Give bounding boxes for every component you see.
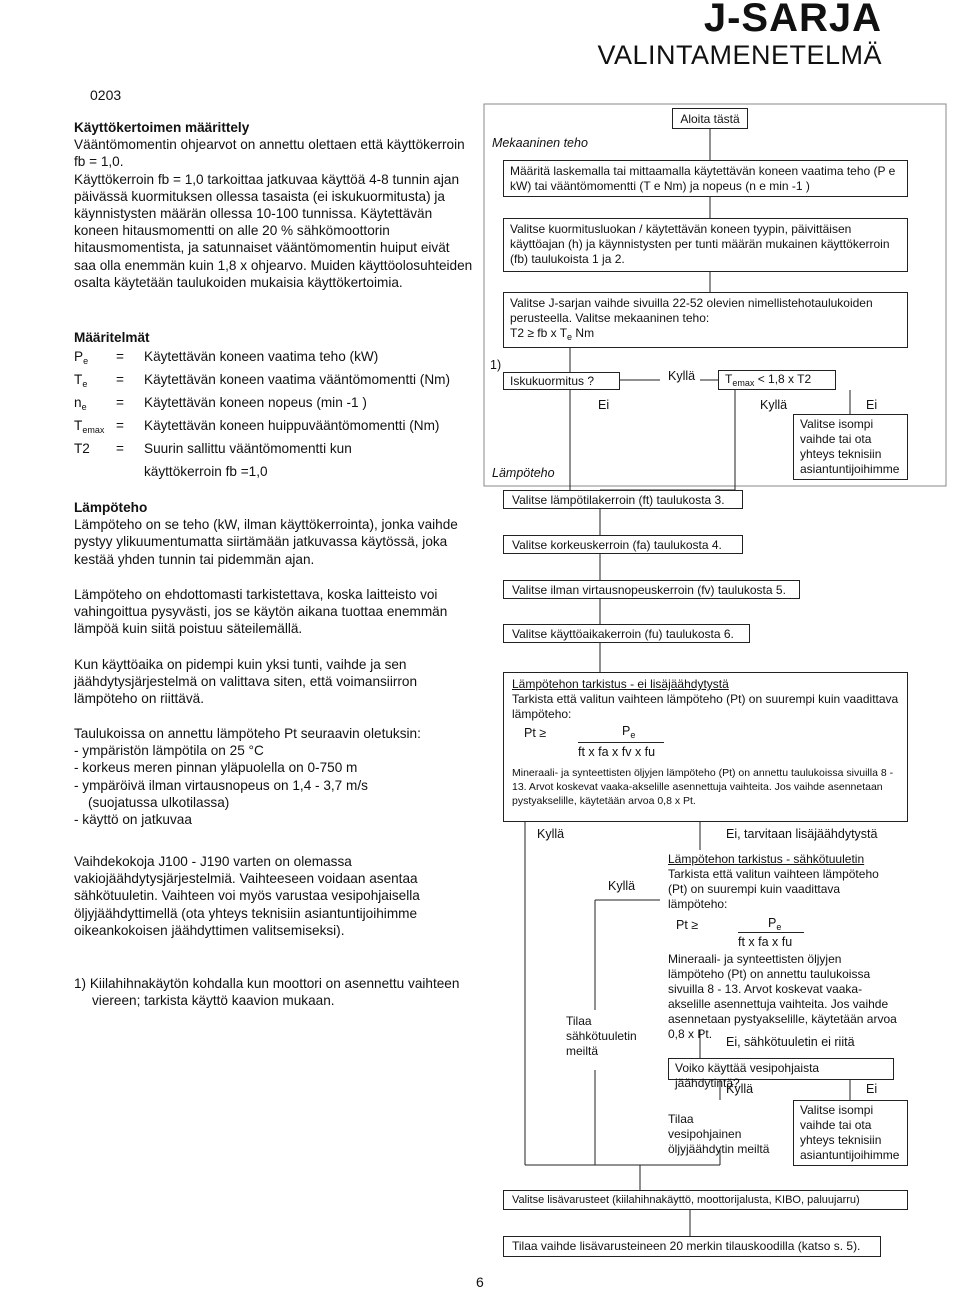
heat-paragraph-1: Lämpöteho on se teho (kW, ilman käyttökerrointa), jonka vaihde pystyy ylikuumentumatta siirtämään jatkuvassa käytössä, joka kestää yhden tunnin tai pidemmän ajan. [74,517,458,567]
step-ft: Valitse lämpötilakerroin (ft) taulukosta 3. [503,490,743,509]
decision-temax: $T_{emax} < 1,8$ x T2 [718,370,836,390]
step-fv: Valitse ilman virtausnopeuskerroin (fv) taulukosta 5. [503,580,800,599]
formula-t2: T2 ≥ fb x $T_e$ Nm [510,326,595,342]
decision-water-cooler: Voiko käyttää vesipohjaista jäähdytintä? [668,1058,894,1080]
definition-continuation: käyttökerroin fb =1,0 [144,464,268,479]
check-no-cooling [503,672,908,822]
step-order-fan: Tilaa sähkötuuletin meiltä [560,1010,642,1070]
step-fu: Valitse käyttöaikakerroin (fu) taulukosta 6. [503,624,750,643]
step-service-factor: Valitse kuormitusluokan / käytettävän koneen tyypin, päivittäisen käyttöajan (h) ja käynnistysten per tunti määrän mukainen käyttökerroin (fb) taulukoista 1 ja 2. [503,218,908,272]
page-title: VALINTAMENETELMÄ [597,40,882,70]
step-determine-power: Määritä laskemalla tai mittaamalla käytettävän koneen vaatima teho (P e kW) tai vääntömomentti (T e Nm) ja nopeus (n e min -1 ) [503,160,908,197]
check-no-cooling-title: Lämpötehon tarkistus - ei lisäjäähdytystä [512,677,729,691]
label-yes: Kyllä [726,1082,754,1096]
service-factor-intro: Vääntömomentin ohjearvot on annettu olettaen että käyttökerroin fb = 1,0. [74,137,465,170]
step-order: Tilaa vaihde lisävarusteineen 20 merkin tilauskoodilla (katso s. 5). [503,1236,881,1257]
label-no-fan-insufficient: Ei, sähkötuuletin ei riitä [726,1035,855,1049]
heat-paragraph-4: Taulukoissa on annettu lämpöteho Pt seuraavin oletuksin: [74,726,421,741]
step-fa: Valitse korkeuskerroin (fa) taulukosta 4. [503,535,743,554]
step-select-gearbox [503,292,908,348]
list-item: - ympäristön lämpötila on 25 °C [74,743,264,759]
check-electric-fan-title: Lämpötehon tarkistus - sähkötuuletin [668,852,865,866]
heat-paragraph-5: Vaihdekokoja J100 - J190 varten on olemassa vakiojäähdytysjärjestelmiä. Vaihteeseen voidaan asentaa sähkötuuletin. Vaihteen voi myös varustaa vesipohjaisella öljyjäähdyttimellä (ota yhteys teknisiin asiantuntijoihimme oikeankokoisen jäähdyttimen valitsemiseksi). [74,854,420,938]
check-electric-fan [660,850,908,1041]
page-number: 6 [476,1274,484,1290]
list-item: (suojatussa ulkotilassa) [88,794,230,810]
label-yes: Kyllä [760,398,788,412]
decision-shock-load: Iskukuormitus ? [503,372,620,390]
heat-paragraph-2: Lämpöteho on ehdottomasti tarkistettava, koska laitteisto voi vahingoittua pysyvästi, jos se käytön aikana tuottaa enemmän lämpöä kuin siitä poistuu säteilemällä. [74,587,448,637]
doc-code: 0203 [90,87,122,103]
label-no: Ei [598,398,610,412]
heat-power-label: Lämpöteho [492,466,555,480]
heat-heading: Lämpöteho [74,500,148,515]
step-expert-1: Valitse isompi vaihde tai ota yhteys teknisiin asiantuntijoihimme [793,414,908,480]
check-no-cooling-text: Tarkista että valitun vaihteen lämpöteho (Pt) on suurempi kuin vaadittava lämpöteho: [512,692,899,721]
series-title: J-SARJA [703,0,882,40]
footnote-marker: 1) [490,358,502,372]
formula-pt-1: Pt ≥ $P_e$ ft x fa x fv x fu [512,722,899,766]
list-item: - ympäröivä ilman virtausnopeus on 1,4 - 3,7 m/s [74,777,368,793]
definitions-heading: Määritelmät [74,330,150,345]
check-electric-fan-note: Mineraali- ja synteettisten öljyjen lämpöteho (Pt) on annettu taulukoissa sivuilla 8 - 13. Arvot koskevat vaaka-akselille asennettuja vaihteita. Jos vaihde asennetaan pystyakselille, käytetään arvoa 0,8 x Pt. [668,952,897,1041]
step-accessories: Valitse lisävarusteet (kiilahihnakäyttö, moottorijalusta, KIBO, paluujarru) [503,1190,908,1210]
label-yes: Kyllä [537,827,565,841]
formula-pt-2: Pt ≥ $P_e$ ft x fa x fu [668,912,900,952]
heat-paragraph-3: Kun käyttöaika on pidempi kuin yksi tunti, vaihde ja sen jäähdytysjärjestelmä on valittava siten, että voimansiirron lämpöteho on riittävä. [74,657,418,707]
definitions-list: $P_e$ = Käytettävän koneen vaatima teho (kW) $T_e$ = Käytettävän koneen vaatima vääntömomentti (Nm) $n_e$ = Käytettävän koneen nopeus (min -1 ) $T_{emax}$ = Käytettävän koneen huippuvääntömomentti (Nm) T2 = Suurin sallittu vääntömomentti kun käyttökerroin fb =1,0 [74,349,451,479]
service-factor-heading: Käyttökertoimen määrittely [74,120,250,135]
list-item: - käyttö on jatkuvaa [74,812,192,828]
mechanical-power-label: Mekaaninen teho [492,136,588,150]
check-electric-fan-text: Tarkista että valitun vaihteen lämpöteho (Pt) on suurempi kuin vaadittava lämpöteho: [668,867,879,911]
label-no-extra-cooling: Ei, tarvitaan lisäjäähdytystä [726,827,878,841]
label-yes: Kyllä [668,369,696,383]
step-order-water-cooler: Tilaa vesipohjainen öljyjäähdytin meiltä [660,1100,778,1150]
footnote: 1) Kiilahihnakäytön kohdalla kun moottori on asennettu vaihteen viereen; tarkista käyttö kaavion mukaan. [74,976,460,1009]
start-box: Aloita tästä [672,108,748,129]
step-select-gearbox-text: Valitse J-sarjan vaihde sivuilla 22-52 olevien nimellistehotaulukoiden perusteella. Valitse mekaaninen teho: [510,296,873,325]
label-no: Ei [866,398,878,412]
list-item: - korkeus meren pinnan yläpuolella on 0-750 m [74,760,358,776]
service-factor-text: Käyttökerroin fb = 1,0 tarkoittaa jatkuvaa käyttöä 4-8 tunnin ajan päivässä kuormituksen ollessa tasaista (ei iskukuormitusta) ja käynnistysten määrän ollessa 10-100 tunnissa. Käytettävän koneen hitausmomentti on alle 20 % sähkömoottorin hitausmomentista, ja satunnaiset vääntömomentin huiput eivät saa olla enemmän kuin 1,8 x ohjearvo. Muiden käyttöolosuhteiden osalta käytetään taulukoiden mukaisia käyttökertoimia. [74,171,473,290]
label-yes: Kyllä [608,879,636,893]
step-expert-2: Valitse isompi vaihde tai ota yhteys teknisiin asiantuntijoihimme [793,1100,908,1166]
check-no-cooling-note: Mineraali- ja synteettisten öljyjen lämpöteho (Pt) on annettu taulukoissa sivuilla 8 - 13. Arvot koskevat vaaka-akselille asennettuja vaihteita. Jos vaihde asennetaan pystyakselille, käytetään arvoa 0,8 x Pt. [512,767,894,807]
label-no: Ei [866,1082,878,1096]
